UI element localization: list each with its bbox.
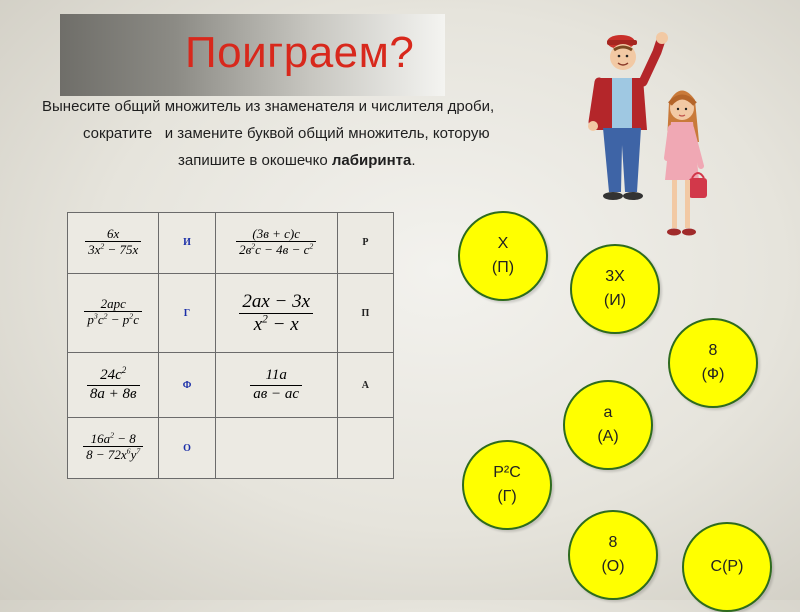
fraction-numerator — [83, 432, 143, 447]
instruction-text: запишите в окошечко — [178, 152, 332, 169]
answer-value: 3X — [605, 268, 625, 285]
instruction-period: . — [411, 152, 416, 169]
girl-figure — [665, 90, 707, 235]
fraction-denominator — [236, 241, 316, 257]
maze-cell-expression[interactable] — [215, 273, 337, 353]
term: − 75x — [104, 242, 139, 258]
exponent: 2 — [251, 241, 256, 251]
maze-cell-empty[interactable] — [337, 418, 393, 479]
fraction-denominator — [239, 313, 313, 335]
fraction — [250, 368, 302, 403]
term: 3x — [88, 242, 101, 258]
fraction — [87, 364, 140, 403]
maze-cell-expression[interactable] — [68, 353, 159, 418]
instruction-line-3 — [178, 152, 416, 169]
answer-circle[interactable] — [568, 510, 658, 600]
exponent: 2 — [262, 313, 268, 326]
maze-cell-letter[interactable]: О — [159, 418, 215, 479]
answer-value: X — [497, 235, 509, 252]
answer-value: P²C — [493, 464, 521, 481]
fraction — [239, 292, 313, 335]
answer-value: C(P) — [710, 558, 744, 575]
answer-value: 8 — [708, 342, 718, 359]
answer-circle[interactable] — [458, 211, 548, 301]
fraction-numerator — [87, 364, 140, 385]
fraction-numerator: 6x — [107, 225, 120, 241]
table-row — [68, 273, 394, 353]
fraction-denominator: ав − ас — [250, 385, 302, 403]
term: 2в — [239, 242, 252, 258]
term: p — [87, 312, 94, 328]
exponent: 2 — [121, 364, 127, 375]
exponent: 2 — [100, 241, 105, 251]
exponent: 7 — [136, 447, 141, 457]
exponent: 2 — [309, 241, 314, 251]
instruction-line-2: сократите и замените буквой общий множитель, которую — [83, 125, 490, 142]
exponent: 2 — [103, 312, 108, 322]
answer-letter: (Ф) — [701, 366, 725, 383]
maze-cell-expression[interactable] — [68, 273, 159, 353]
instruction-keyword: лабиринта — [331, 152, 412, 169]
maze-cell-letter[interactable]: И — [159, 213, 215, 274]
fraction-denominator: 8a + 8в — [87, 385, 140, 403]
fraction-denominator — [83, 446, 143, 462]
fraction — [83, 432, 143, 462]
fraction-denominator — [85, 241, 141, 257]
maze-cell-letter[interactable]: Ф — [159, 353, 215, 418]
instruction-line-1: Вынесите общий множитель из знаменателя и числителя дроби, — [42, 98, 495, 115]
term: c − 4в − c — [255, 242, 310, 258]
maze-cell-letter[interactable]: А — [337, 353, 393, 418]
term: y — [130, 447, 137, 463]
answer-letter: (А) — [597, 428, 619, 445]
answer-letter: (О) — [601, 558, 625, 575]
maze-cell-letter[interactable]: Г — [159, 273, 215, 353]
term: x — [253, 313, 263, 335]
term: 8 − 72x — [86, 447, 127, 463]
maze-cell-letter[interactable]: Р — [337, 213, 393, 274]
answer-letter: (П) — [491, 259, 515, 276]
maze-cell-letter[interactable]: П — [337, 273, 393, 353]
exponent: 2 — [129, 312, 134, 322]
answer-letter: (И) — [603, 292, 627, 309]
maze-cell-expression[interactable] — [68, 213, 159, 274]
answer-circle[interactable] — [570, 244, 660, 334]
term: − p — [107, 312, 130, 328]
fraction-numerator: 2apc — [100, 295, 126, 311]
answer-letter: (Г) — [497, 488, 517, 505]
fraction-numerator: 2ax − 3x — [242, 290, 311, 312]
fraction — [236, 227, 316, 257]
exponent: 3 — [93, 312, 98, 322]
answer-circle[interactable] — [563, 380, 653, 470]
maze-cell-empty[interactable] — [215, 418, 337, 479]
exponent: 2 — [110, 430, 114, 440]
fraction-denominator — [84, 311, 142, 327]
maze-cell-expression[interactable] — [215, 353, 337, 418]
boy-figure — [588, 32, 668, 200]
kids-illustration — [585, 30, 735, 250]
fraction-numerator: (3в + c)c — [252, 225, 300, 241]
answer-value: a — [603, 404, 613, 421]
exponent: 6 — [126, 447, 131, 457]
answer-circle[interactable] — [668, 318, 758, 408]
fraction — [84, 297, 142, 327]
table-row — [68, 213, 394, 274]
maze-cell-expression[interactable] — [68, 418, 159, 479]
fraction — [85, 227, 141, 257]
term: − x — [267, 313, 299, 335]
term: c — [133, 312, 139, 328]
maze-table — [67, 212, 394, 479]
answer-circle[interactable] — [682, 522, 772, 612]
answer-circle[interactable] — [462, 440, 552, 530]
term: − 8 — [114, 430, 136, 446]
term: 16a — [90, 430, 111, 446]
table-row — [68, 353, 394, 418]
table-row — [68, 418, 394, 479]
term: c — [97, 312, 104, 328]
fraction-numerator: 11a — [265, 366, 287, 383]
maze-cell-expression[interactable] — [215, 213, 337, 274]
answer-value: 8 — [608, 534, 618, 551]
term: 24c — [100, 366, 122, 383]
page-title: Поиграем? — [185, 28, 415, 77]
